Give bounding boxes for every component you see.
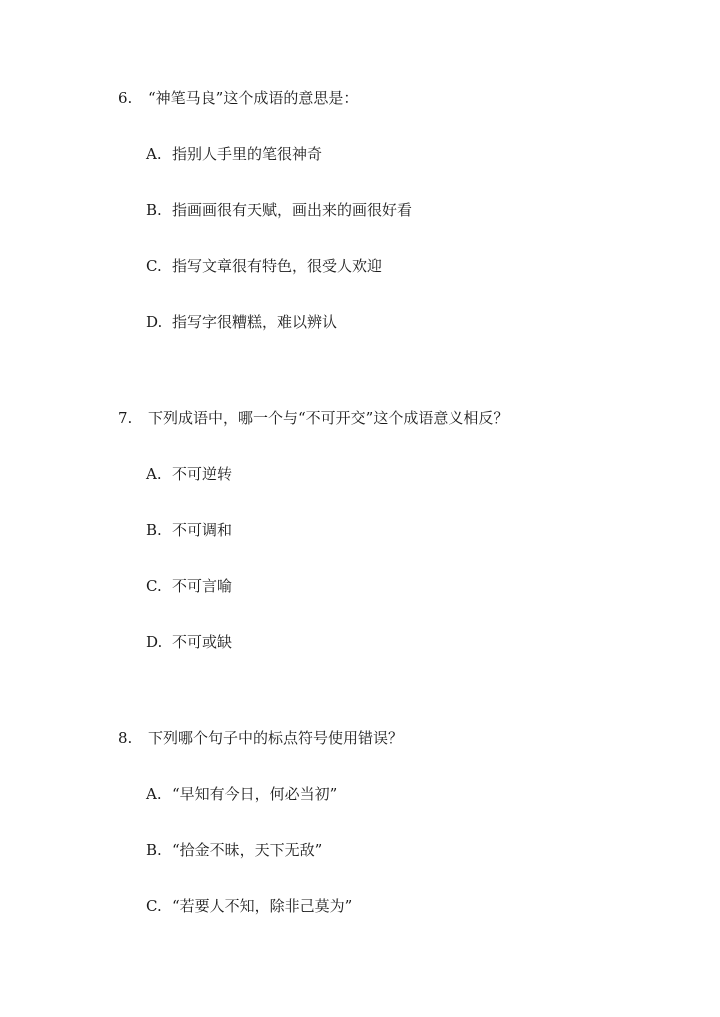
question-6-option-d <box>146 312 337 332</box>
question-number: 8. <box>118 729 133 747</box>
question-7-option-c <box>146 576 232 596</box>
question-7-option-a <box>146 464 232 484</box>
question-7-option-b <box>146 520 232 540</box>
option-letter: A. <box>146 145 162 163</box>
question-7 <box>118 408 508 428</box>
question-number: 7. <box>118 409 133 427</box>
question-text: 下列哪个句子中的标点符号使用错误？ <box>148 729 404 747</box>
option-letter: D. <box>146 313 163 331</box>
option-text: 不可逆转 <box>172 465 233 483</box>
question-8-option-c <box>146 896 352 916</box>
option-letter: A. <box>146 465 162 483</box>
question-7-option-d <box>146 632 232 652</box>
option-text: 不可或缺 <box>172 633 233 651</box>
question-8-option-a <box>146 784 337 804</box>
question-text: 下列成语中，哪一个与“不可开交”这个成语意义相反？ <box>148 409 509 427</box>
question-8-option-b <box>146 840 322 860</box>
option-letter: D. <box>146 633 163 651</box>
option-letter: C. <box>146 897 162 915</box>
option-text: “拾金不昧，天下无敌” <box>172 841 323 859</box>
option-text: 指写文章很有特色，很受人欢迎 <box>172 257 383 275</box>
question-8 <box>118 728 403 748</box>
option-text: “早知有今日，何必当初” <box>172 785 338 803</box>
option-text: 指画画很有天赋，画出来的画很好看 <box>172 201 413 219</box>
option-letter: B. <box>146 201 162 219</box>
option-letter: C. <box>146 577 162 595</box>
option-text: 不可调和 <box>172 521 233 539</box>
option-letter: B. <box>146 521 162 539</box>
question-text: “神笔马良”这个成语的意思是： <box>148 89 359 107</box>
question-6-option-a <box>146 144 322 164</box>
question-number: 6. <box>118 89 133 107</box>
option-text: 不可言喻 <box>172 577 233 595</box>
option-text: 指别人手里的笔很神奇 <box>172 145 323 163</box>
option-letter: B. <box>146 841 162 859</box>
option-letter: A. <box>146 785 162 803</box>
option-text: “若要人不知，除非己莫为” <box>172 897 353 915</box>
question-6 <box>118 88 358 108</box>
option-text: 指写字很糟糕，难以辨认 <box>172 313 338 331</box>
option-letter: C. <box>146 257 162 275</box>
question-6-option-c <box>146 256 382 276</box>
question-6-option-b <box>146 200 412 220</box>
